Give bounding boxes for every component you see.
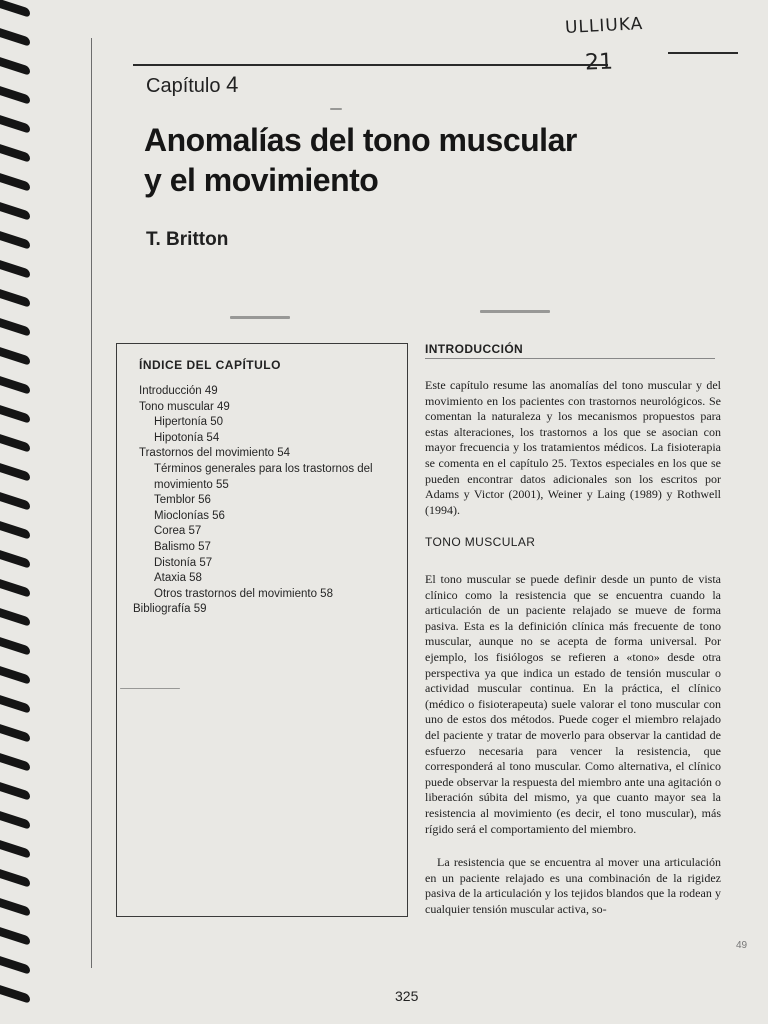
muscle-tone-heading: TONO MUSCULAR	[425, 535, 536, 549]
index-item: Otros trastornos del movimiento 58	[154, 587, 333, 600]
chapter-title	[144, 120, 614, 200]
scan-smudge	[480, 310, 550, 313]
scan-smudge	[230, 316, 290, 319]
introduction-paragraph: Este capítulo resume las anomalías del tono muscular y del movimiento en los pacientes con trastornos neurológicos. Se comentan la naturaleza y los mecanismos propuestos para estas alteraciones, los trastornos a los que se asocian con mayor frecuencia y los tratamientos médicos. La fisioterapia se comenta en el capítulo 25. Textos especiales en los que se pueden encontrar datos adicionales son los escritos por Adams y Victor (2001), Weiner y Laing (1989) y Rothwell (1994).	[425, 378, 721, 517]
handwritten-note: ULLIUKA	[564, 13, 644, 39]
chapter-index-box	[116, 343, 408, 917]
scan-smudge	[120, 688, 180, 689]
chapter-author: T. Britton	[146, 229, 229, 250]
index-item: Tono muscular 49	[139, 400, 230, 413]
index-item: Mioclonías 56	[154, 509, 225, 522]
chapter-title-line-1: Anomalías del tono muscular	[144, 122, 577, 158]
chapter-number: 4	[226, 72, 239, 97]
index-item: Distonía 57	[154, 556, 213, 569]
index-item: Bibliografía 59	[133, 603, 207, 616]
index-item: Hipotonía 54	[154, 431, 220, 444]
heading-rule	[425, 358, 715, 359]
index-item: Términos generales para los trastornos del movimiento 55	[154, 462, 373, 491]
muscle-tone-paragraph-1: El tono muscular se puede definir desde un punto de vista clínico como la resistencia que se encuentra cuando la articulación de un paciente relajado se mueve de forma pasiva. Esta es la definición clínica más frecuente de tono muscular, aunque no se acepta de forma universal. Por ejemplo, los fisiólogos se refieren a «tono» desde otra perspectiva ya que indica un estado de tensión muscular o actividad muscular continua. En la práctica, el clínico (médico o fisioterapeuta) suele valorar el tono muscular con uno de estos dos métodos. Puede coger el miembro relajado del paciente y tratar de moverlo para observar la cantidad de esfuerzo necesaria para vencer la resistencia, que corresponderá al tono muscular. Como alternativa, el clínico puede observar la respuesta del miembro ante una agitación o liberación súbita del mismo, ya que cuanto mayor sea la resistencia al movimiento (es decir, el tono muscular), más rígido será el comportamiento del miembro.	[425, 572, 721, 836]
chapter-label-text: Capítulo	[146, 75, 221, 97]
index-title: ÍNDICE DEL CAPÍTULO	[139, 358, 281, 372]
introduction-heading: INTRODUCCIÓN	[425, 342, 524, 356]
index-item: Hipertonía 50	[154, 416, 224, 429]
handwritten-rule	[668, 52, 738, 54]
muscle-tone-paragraph-2: La resistencia que se encuentra al mover una articulación en un paciente relajado es una combinación de la rigidez pasiva de la articulación y los tejidos blandos que la rodean y cualquier tensión muscular activa, so-	[425, 855, 721, 916]
chapter-label	[146, 72, 238, 98]
index-item: Introducción 49	[139, 385, 218, 397]
header-rule	[133, 64, 608, 66]
scan-smudge	[330, 108, 342, 110]
index-item: Trastornos del movimiento 54	[139, 447, 291, 460]
index-item: Balismo 57	[154, 540, 211, 553]
corner-number: 49	[736, 940, 748, 951]
index-item: Temblor 56	[154, 494, 211, 507]
page-number: 325	[395, 988, 419, 1004]
spiral-binding	[0, 0, 34, 1024]
index-list	[133, 384, 401, 618]
margin-line	[91, 38, 92, 968]
chapter-title-line-2: y el movimiento	[144, 162, 379, 198]
index-item: Corea 57	[154, 525, 202, 538]
handwritten-number: 21	[584, 49, 614, 76]
index-item: Ataxia 58	[154, 572, 202, 585]
